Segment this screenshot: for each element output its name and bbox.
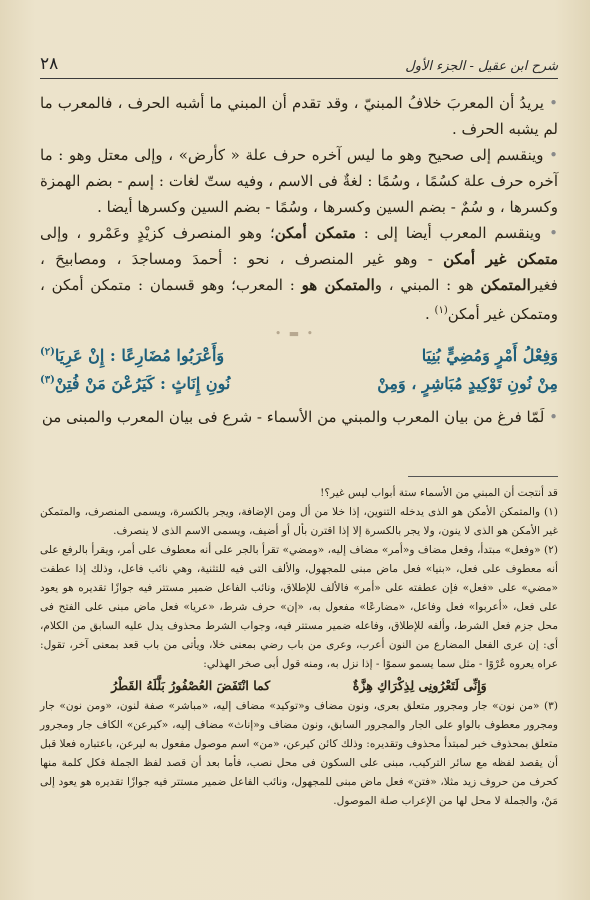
page-header [40,50,558,74]
page-number: ٢٨ [40,54,59,74]
footnote-verse [70,676,528,695]
term-mutamakkin-huwa: المتمكن هو [301,276,375,294]
footnote-continuation: قد أنتجت أن المبني من الأسماء ستة أبواب ليس غير؟! [320,487,558,499]
footnote-verse-left: كما انْتَفَضَ العُصْفُورُ بَلَّلَهُ القَطْرُ [111,678,271,693]
verse-2-left-text: نُونِ إِنَاثٍ : كَيَرُعْنَ مَنْ فُتِنْ [54,374,231,393]
footnote-3: (٣) «من نون» جار ومجرور متعلق بعرى، ونون مضاف و«توكيد» مضاف إليه، «مباشر» صفة لنون، «ومن نون» جار ومجرور معطوف بالواو على الجار والمجرور السابق، ونون مضاف و«إناث» مضاف إليه، «كيرعن» الكاف جار ومجرور متعلق بمحذوف خبر لمبتدأ محذوف وتقديره: وذلك كائن كيرعن، «من» اسم موصول مفعول به ليرعن، باعتباره فعلا قبل أن يقصد لفظه مع سائر التركيب، مبنى على السكون فى محل نصب، فأما بعد أن قصد لفظ الجملة فكل كلمة منها كحرف من حروف زيد مثلا، «فتن» فعل ماض مبنى للمجهول، ونائب الفاعل ضمير مستتر فيه جوازًا تقديره هو يعود إلى مَنْ، والجملة لا محل لها من الإعراب صلة الموصول. [40,700,558,807]
paragraph-after-verse [40,404,558,430]
verse-line-1 [40,346,558,365]
term-mutamakkin: المتمكن [480,276,531,294]
term-mutamakkin-amkan: متمكن أمكن [274,224,356,242]
bullet-icon: • [543,94,558,112]
running-title: شرح ابن عقيل - الجزء الأول [405,59,558,74]
paragraph-3-mid1: ؛ وهو المنصرف كزيْدٍ وعَمْرو ، وإلى [40,224,275,242]
verse-1-left-text: وَأَعْرَبُوا مُضَارِعًا : إِنْ عَرِيَا [54,346,225,365]
paragraph-after-verse-text: لَمّا فرغ من بيان المعرب والمبني من الأسماء - شرع فى بيان المعرب والمبنى من [41,408,545,426]
footnote-1: (١) والمتمكن الأمكن هو الذى يدخله التنوين، إذا خلا من أل ومن الإضافة، ويجر بالكسرة، ويسمى المنصرف، والمتمكن غير الأمكن هو الذى لا ينون، ولا يجر بالكسرة إلا إذا اقترن بأل أو أضيف، ويسمى الاسم الذى لا ينصرف. [40,506,558,537]
paragraph-1-text: يريدُ أن المعربَ خلافُ المبنيّ ، وقد تقدم أن المبني ما أشبه الحرف ، فالمعرب ما لم يشبه الحرف . [40,94,558,138]
footnote-ref-3: (٣) [40,374,55,386]
verse-1-right-hemistich: وَفِعْلُ أَمْرٍ وَمُضِيٍّ بُنِيَا [421,346,558,365]
footnote-2: (٢) «وفعل» مبتدأ، وفعل مضاف و«أمر» مضاف إليه، «ومضي» تقرأ بالجر على أنه معطوف على أمر، ويقرأ بالرفع على أنه معطوف على فعل، «بنيا» فعل ماض مبنى للمجهول، والألف التى فيه للتثنية، وهي نائب فاعل، وذلك إذا عطفت «مضي» على «فعل» فإن عطفته على «أمر» فالألف للإطلاق، ونائب الفاعل ضمير مستتر فيه جوازًا تقديره هو يعود على فعل، «أعربوا» فعل وفاعل، «مضارعًا» مفعول به، «إن» حرف شرط، «عريا» فعل ماض مبنى على الفتح فى محل جزم فعل الشرط، وألفه للإطلاق، وفاعله ضمير مستتر فيه، وجواب الشرط محذوف يدل عليه السابق من الكلام، أى: إن عرى الفعل المضارع من النون أعرب، وعرى من باب رضي بمعنى خلا، ويأتى من باب قعد بمعنى آخر، تقول: عراه يعروه عُرْوًا - مثل سما يسمو سموًا - إذا نزل به، ومنه قول أبى صخر الهذلي: [40,544,558,670]
paragraph-1 [40,90,558,142]
verse-2-right-hemistich: مِنْ نُونِ تَوْكِيدٍ مُبَاشِرٍ ، وَمِنْ [377,374,558,393]
bullet-icon: • [541,224,558,242]
commentary-text [40,90,558,327]
paragraph-2-text: وينقسم إلى صحيح وهو ما ليس آخره حرف علة « كأرض» ، وإلى معتل وهو : ما آخره حرف علة كسُمًا ، وسُمًا : لغةٌ فى الاسم ، وفيه ستّ لغات : إسم - بضم الهمزة وكسرها ، و سُمٌ - بضم السين وكسرها ، وسُمًا - بضم السين وكسرها أيضا . [40,146,558,216]
footnote-ref-1: (١) [434,305,448,316]
paragraph-3-intro: وينقسم المعرب أيضا إلى : [363,224,542,242]
verse-line-2 [40,374,558,393]
term-mutamakkin-ghayr-amkan: متمكن غير أمكن [443,250,558,268]
footnote-verse-right: وَإِنِّى لَتَعْرُونِى لِذِكْرَاكِ هِزَّةٌ [352,678,487,693]
bullet-icon: • [544,408,558,426]
footnotes [40,484,558,811]
paragraph-3-end: : المعرب؛ وهو قسمان : متمكن أمكن ، ومتمكن غير أمكن [40,276,558,323]
verse-2-left-hemistich [40,374,230,393]
paragraph-3-mid3: هو : المبني ، و [374,276,474,294]
verse-1-left-hemistich [40,346,224,365]
paragraph-2 [40,142,558,220]
footnote-ref-2: (٢) [40,346,55,358]
paragraph-3: • وينقسم المعرب أيضا إلى : متمكن أمكن؛ وهو المنصرف كزيْدٍ وعَمْرو ، وإلى متمكن غير أمكن - وهو غير المنصرف ، نحو : أحمدَ ومساجدَ ، ومصابيحَ ، فغيرالمتمكن هو : المبني ، والمتمكن هو : المعرب؛ وهو قسمان : متمكن أمكن ، ومتمكن غير أمكن$^{(١)}$ . [40,224,558,323]
header-rule [40,78,558,79]
section-ornament: • ▬ • [274,327,316,340]
footnote-rule [408,476,558,477]
bullet-icon: • [543,146,558,164]
paragraph-3-mid2: - وهو غير المنصرف ، نحو : أحمدَ ومساجدَ ، ومصابيحَ ، فغير [40,250,558,294]
